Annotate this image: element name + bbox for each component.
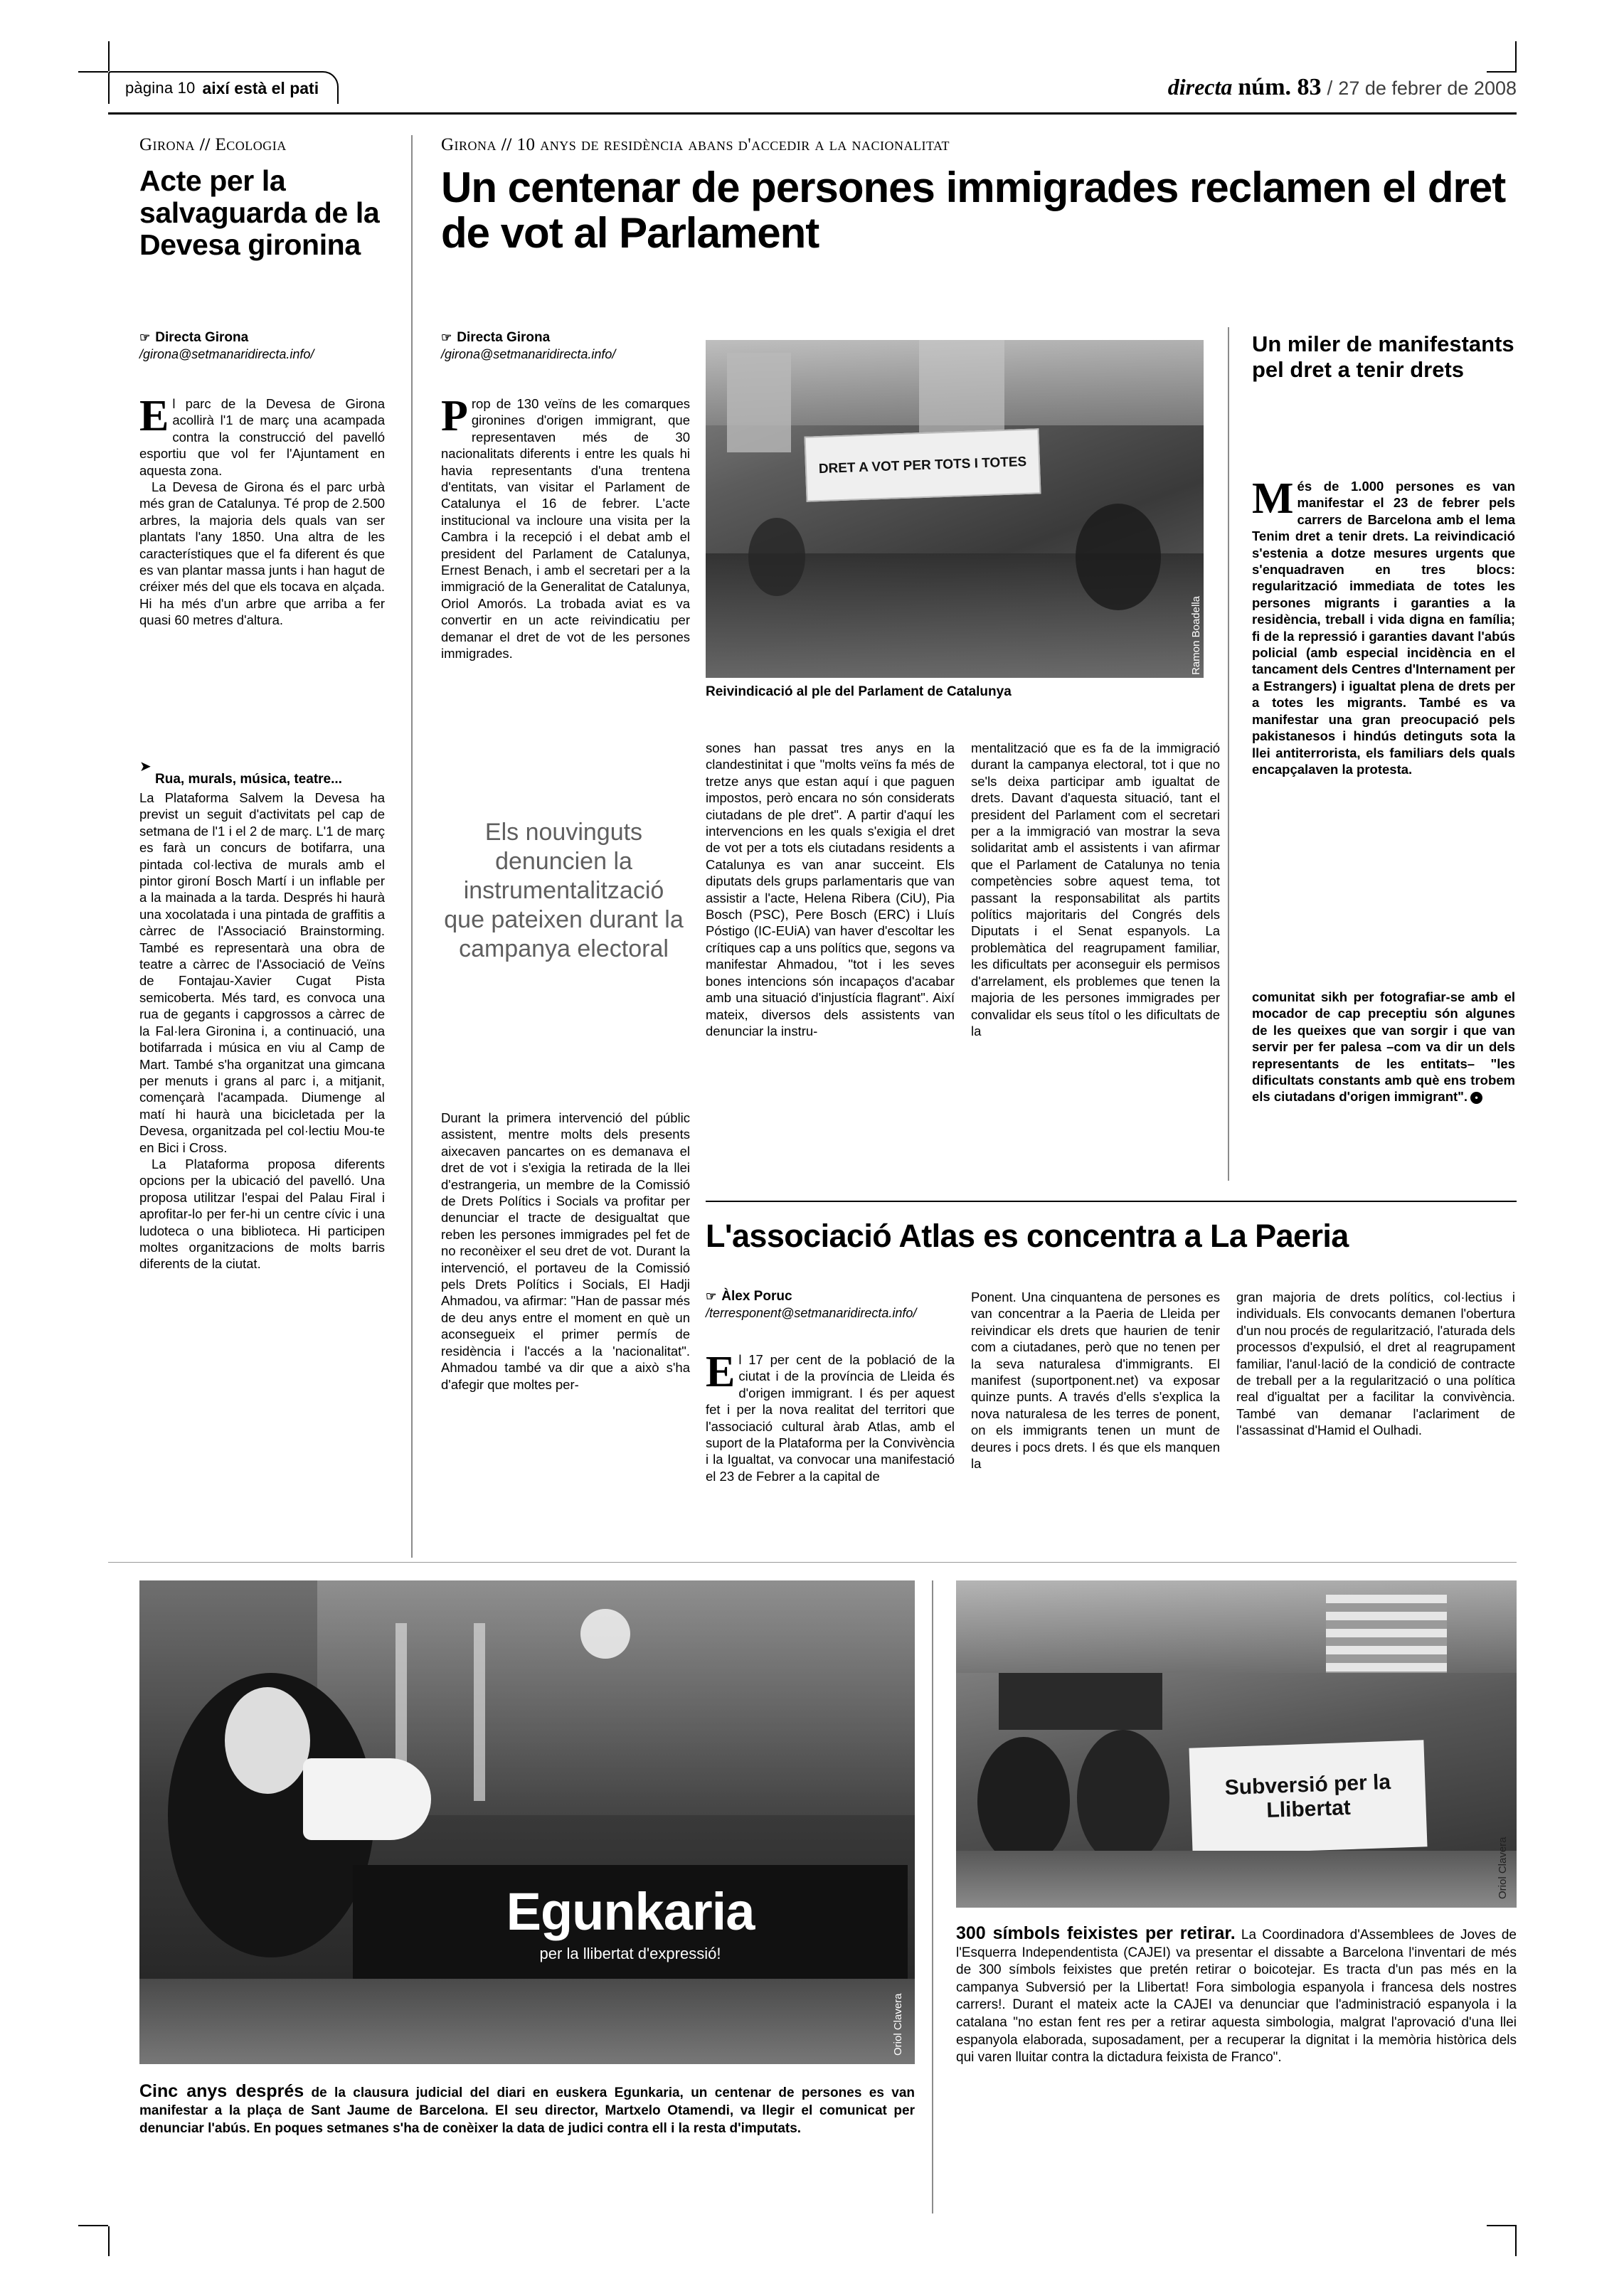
- photo-face: [225, 1687, 310, 1794]
- main-article-pullquote: Els nouvinguts denuncien la instrumentalització que pateixen durant la campanya electoral: [444, 819, 684, 962]
- byline-author: Directa Girona: [155, 330, 249, 345]
- triangle-right-icon: ➤: [139, 759, 152, 775]
- photo-pillar: [727, 353, 791, 452]
- paragraph: sones han passat tres anys en la clandestinitat i que "molts veïns fa més de tretze anys que estan aquí i que paguen impostos, però encara no són considerats ciutadans de ple dret". A partir d'aquí les intervencions en les quals s'exigia el dret de vot per a tots els ciutadans residents a Catalunya es van anar succeint. Els diputats dels grups parlamentaris que van assistir a l'acte, Helena Ribera (CiU), Pia Bosch (PSC), Pere Bosch (ERC) i Lluís Póstigo (IC-EUiA) van haver d'escoltar les crítiques cap a uns polítics que, segons va manifestar Ahmadou, "tot i les seves bones intencions són incapaços d'acabar amb una situació d'injustícia flagrant". Així mateix, diversos dels assistents van denunciar la instru-: [706, 740, 955, 1038]
- sidebar-col-a: [1252, 474, 1515, 777]
- paragraph: l 17 per cent de la població de la ciutat i de la província de Lleida és d'origen immigrant. I és per aquest fet i per la nova realitat del territori que l'associació cultural àrab Atlas, amb el suport de la Plataforma per la Convivència i la Igualtat, va convocar una manifestació el 23 de Febrer a la capital de: [706, 1352, 955, 1484]
- main-article-col3: [971, 740, 1220, 1039]
- parliament-photo: [706, 340, 1204, 678]
- folio-page-number: pàgina 10: [125, 79, 196, 97]
- egunkaria-photo-credit: Oriol Clavera: [892, 1993, 904, 2056]
- end-mark-icon: •: [1470, 1092, 1482, 1104]
- left-article-body-2: [139, 790, 385, 1272]
- crop-mark: [78, 2225, 108, 2226]
- paragraph: La Plataforma proposa diferents opcions per la ubicació del pavelló. Una proposa utilitzar l'espai del Palau Firal i aprofitar-lo per fer-hi un centre cívic i una ludoteca o una biblioteca. Hi participen moltes organitzacions de molts barris diferents de la ciutat.: [139, 1156, 385, 1272]
- atlas-rule-top: [706, 1201, 1517, 1202]
- paragraph: és de 1.000 persones es van manifestar el 23 de febrer pels carrers de Barcelona amb el lema Tenim dret a tenir drets. La reivindicació s'estenia a dotze mesures urgents que s'enquadraven en tres blocs: regularització immediata de totes les persones migrants i garanties a la residència, treball i vida digna en família; fi de la repressió i garanties davant l'abús policial (amb especial incidència en el tancament dels Centres d'Internament per a Estrangers) i igualtat plena de drets per a totes les migrants. També es va manifestar una gran preocupació pels pakistanesos i hindús detinguts sota la llei antiterrorista, els familiars dels quals encapçalaven la protesta.: [1252, 479, 1515, 777]
- photo-figure: [977, 1737, 1070, 1865]
- caption-text: de la clausura judicial del diari en euskera Egunkaria, un centenar de persones es van manifestar a la plaça de Sant Jaume de Barcelona. El seu director, Martxelo Otamendi, va llegir el comunicat per denunciar l'abús. En poques setmanes s'ha de conèixer la data de judici contra ell i la resta d'imputats.: [139, 2085, 915, 2136]
- paragraph: comunitat sikh per fotografiar-se amb el mocador de cap preceptiu són algunes de les queixes que van sorgir i que van servir per fer palesa –com va dir un dels representants de les entitats– "les dificultats constants amb què ens trobem els ciutadans d'origen immigrant".: [1252, 989, 1515, 1105]
- sidebar-headline: Un miler de manifestants pel dret a tenir drets: [1252, 331, 1514, 382]
- kicker-section: Ecologia: [215, 135, 287, 154]
- parliament-photo-caption: Reivindicació al ple del Parlament de Catalunya: [706, 684, 1012, 699]
- folio-section: així està el pati: [202, 78, 319, 97]
- kicker-slash: //: [501, 135, 512, 154]
- cajei-photo-credit: Oriol Clavera: [1497, 1837, 1509, 1899]
- egunkaria-photo: [139, 1580, 915, 2064]
- crop-mark: [1487, 2225, 1517, 2226]
- separator-slash: /: [1327, 77, 1333, 99]
- photo-column: [474, 1623, 485, 1801]
- crop-mark: [78, 71, 108, 73]
- caption-lead: 300 símbols feixistes per retirar.: [956, 1923, 1236, 1943]
- photo-credit: Ramon Boadella: [1190, 596, 1202, 675]
- photo-estelada-flag: [1326, 1595, 1447, 1673]
- main-article-col2: [706, 740, 955, 1039]
- issue-number: núm. 83: [1238, 74, 1322, 100]
- main-article-kicker: [441, 135, 1515, 155]
- bottom-column-divider: [932, 1580, 933, 2213]
- paragraph: rop de 130 veïns de les comarques gironines d'origen immigrant, que representaven més de 30 nacionalitats diferents i entre les quals hi havia representants d'una trentena d'entitats, van visitar el Parlament de Catalunya el 16 de febrer. L'acte institucional va incloure una visita per la Cambra i la recepció i el debat amb el president del Parlament de Catalunya, Ernest Benach, i amb el secretari per a la immigració de la Generalitat de Catalunya, Oriol Amorós. La trobada aviat es va convertir en un acte reivindicatiu per demanar el dret de vot de les persones immigrades.: [441, 396, 690, 661]
- kicker-place: Girona: [139, 135, 196, 154]
- photo-ground: [139, 1979, 915, 2064]
- paragraph: Ponent. Una cinquantena de persones es van concentrar a la Paeria de Lleida per reivindicar els drets que haurien de tenir com a ciutadanes, però que no tenen per la seva naturalesa d'immigrants. El manifest (suportponent.net) va exposar quinze punts. A través d'ells s'explica la nova naturalesa de les terres de ponent, on els immigrants tenen un munt de deures i pocs drets. I és que els manquen la: [971, 1290, 1220, 1472]
- photo-pavement: [956, 1851, 1517, 1908]
- folio-tab: [108, 71, 339, 104]
- byline-author: Directa Girona: [457, 330, 551, 345]
- kicker-place: Girona: [441, 135, 497, 154]
- photo-figure: [1076, 504, 1161, 610]
- dropcap: E: [139, 392, 169, 440]
- main-article-col1b: [441, 1110, 690, 1393]
- dropcap: E: [706, 1348, 736, 1396]
- atlas-byline: [706, 1289, 955, 1321]
- left-article-body-1: [139, 392, 385, 629]
- photo-megaphone: [303, 1758, 431, 1840]
- crop-mark: [1515, 41, 1517, 71]
- issue-date: 27 de febrer de 2008: [1338, 78, 1517, 99]
- banner-title: Egunkaria: [506, 1881, 755, 1941]
- byline-author: Àlex Poruc: [721, 1289, 792, 1304]
- publication-name: directa: [1167, 74, 1233, 100]
- paragraph: Durant la primera intervenció del públic assistent, mentre molts dels presents aixecaven pancartes on es demanava el dret de vot i s'exigia la retirada de la llei d'estrangeria, un membre de la Comissió de Drets Polítics i Socials va profitar per denunciar el tracte de desigualtat que reben les persones immigrades pel fet de no reconèixer el seu dret de vot. Durant la intervenció, el portaveu de la Comissió pels Drets Polítics i Socials, El Hadji Ahmadou, va afirmar: "Han de passar més de deu anys entre el moment en què un aconsegueix el primer permís de residència i l'accés a la 'nacionalitat". Ahmadou també va dir que a això s'ha d'afegir que moltes per-: [441, 1110, 690, 1392]
- crop-mark: [1515, 2226, 1517, 2256]
- egunkaria-caption: [139, 2083, 915, 2137]
- left-article-kicker: [139, 135, 396, 155]
- masthead: [108, 71, 1517, 115]
- crop-mark: [108, 41, 110, 71]
- pointing-hand-icon: ☞: [706, 1290, 717, 1303]
- photo-banner-small: [999, 1673, 1162, 1730]
- paragraph: La Devesa de Girona és el parc urbà més gran de Catalunya. Té prop de 2.500 arbres, la majoria dels quals van ser plantats l'any 1850. Una altra de les característiques que el fa diferent és que es van plantar massa junts i han hagut de créixer més del que els tocava en alçada. Hi ha més d'un arbre que arriba a fer quasi 60 metres d'altura.: [139, 479, 385, 628]
- paragraph: mentalització que es fa de la immigració durant la campanya electoral, tot i que no se'ls deixa participar amb igualtat de drets. Davant d'aquesta situació, tant el president del Parlament com el secretari per a la immigració van mostrar la seva solidaritat amb el assistents i van afirmar que el Parlament de Catalunya no tenia competències sobre aquest tema, tot passant la responsabilitat als partits polítics majoritaris del Congrés dels Diputats i el Senat espanyols. La problemàtica del reagrupament familiar, les dificultats per aconseguir els permisos d'arrelament, els problemes que tenen la majoria de les persones immigrades per convalidar els seus títol o les dificultats de la: [971, 740, 1220, 1038]
- cajei-caption: [956, 1925, 1517, 2067]
- paragraph: gran majoria de drets polítics, col·lectius i individuals. Els convocants demanen l'obertura d'un nou procés de regularització, l'aturada dels processos d'expulsió, el dret al reagrupament familiar, l'anul·lació de la condició de contracte de treball per a la regularització o una política real d'igualtat per a facilitar la convivència. També van demanar l'aclariment de l'assassinat d'Hamid el Oulhadi.: [1236, 1290, 1515, 1438]
- atlas-headline: L'associació Atlas es concentra a La Paeria: [706, 1218, 1349, 1254]
- main-article-byline: [441, 330, 697, 362]
- bottom-section-rule: [108, 1562, 1517, 1563]
- photo-lamp: [580, 1609, 630, 1659]
- photo-figure: [1077, 1730, 1169, 1865]
- dropcap: P: [441, 392, 468, 440]
- main-article-col1: [441, 392, 690, 662]
- paragraph: l parc de la Devesa de Girona acollirà l'1 de març una acampada contra la construcció del pavelló esportiu que vol fer l'Ajuntament en aquesta zona.: [139, 396, 385, 478]
- atlas-col1: [706, 1348, 955, 1484]
- cajei-photo: [956, 1580, 1517, 1908]
- column-divider: [411, 135, 413, 1558]
- paragraph: La Plataforma Salvem la Devesa ha previst un seguit d'activitats pel cap de setmana de l'1 i el 2 de març. L'1 de març es farà un concurs de botifarra, una pintada col·lectiva de murals amb el pintor gironí Bosch Martí i un inflable per a la mainada a la tarda. Després hi haurà una xocolatada i una pintada de graffitis a càrrec de l'Associació Brainstorming. També es representarà una obra de teatre a càrrec de l'Associació de Veïns de Fontajau-Xavier Cugat Pista semicoberta. Més tard, es convoca una rua de gegants i capgrossos a càrrec de la Fal·lera Gironina i, a continuació, una botifarrada i música en viu al Camp de Mart. També s'ha organitzat una gimcana per menuts i grans al parc i, a mitjanit, començarà l'acampada. Diumenge al matí hi haurà una bicicletada per la Devesa, organitzada pel col·lectiu Mou-te en Bici i Cross.: [139, 790, 385, 1155]
- dropcap: M: [1252, 474, 1294, 523]
- protest-sign: DRET A VOT PER TOTS I TOTES: [804, 428, 1041, 501]
- left-article-byline: [139, 330, 381, 362]
- byline-email: /girona@setmanaridirecta.info/: [441, 347, 616, 361]
- atlas-col2: [971, 1289, 1220, 1472]
- cajei-banner: [1189, 1740, 1427, 1854]
- byline-email: /girona@setmanaridirecta.info/: [139, 347, 314, 361]
- sidebar-col-b: [1252, 989, 1515, 1105]
- caption-lead: Cinc anys després: [139, 2081, 304, 2101]
- kicker-slash: //: [199, 135, 211, 154]
- egunkaria-banner: [353, 1865, 908, 1979]
- pointing-hand-icon: ☞: [441, 331, 452, 344]
- main-article-headline: Un centenar de persones immigrades reclamen el dret de vot al Parlament: [441, 164, 1506, 257]
- left-article-subhead-text: Rua, murals, música, teatre...: [155, 772, 342, 787]
- atlas-col3: [1236, 1289, 1515, 1439]
- banner-title: Subversió per la Llibertat: [1224, 1770, 1391, 1823]
- left-article-headline: Acte per la salvaguarda de la Devesa gironina: [139, 164, 380, 261]
- byline-email: /terresponent@setmanaridirecta.info/: [706, 1306, 917, 1320]
- kicker-section: 10 anys de residència abans d'accedir a la nacionalitat: [516, 135, 950, 154]
- banner-subtitle: per la llibertat d'expressió!: [539, 1944, 721, 1962]
- caption-text: La Coordinadora d'Assemblees de Joves de l'Esquerra Independentista (CAJEI) va presentar el dissabte a Barcelona l'inventari de més de 300 símbols feixistes que pretén retirar o boicotejar. Es tracta d'un pas més en la campanya Subversió per la Llibertat! Fora simbologia espanyola i francesa dels nostres carrers!. Durant el mateix acte la CAJEI va denunciar que l'administració espanyola i la catalana "no estan fent res per a retirar aquesta simbologia, malgrat l'aprovació d'una llei espanyola elaborada, suposadament, per a recuperar la dignitat i la memòria històrica dels qui varen lluitar contra la dictadura feixista de Franco".: [956, 1928, 1517, 2066]
- pointing-hand-icon: ☞: [139, 331, 151, 344]
- crop-mark: [108, 2226, 110, 2256]
- photo-figure: [748, 518, 805, 596]
- sidebar-divider: [1228, 327, 1229, 1181]
- masthead-publication-info: [1168, 74, 1517, 101]
